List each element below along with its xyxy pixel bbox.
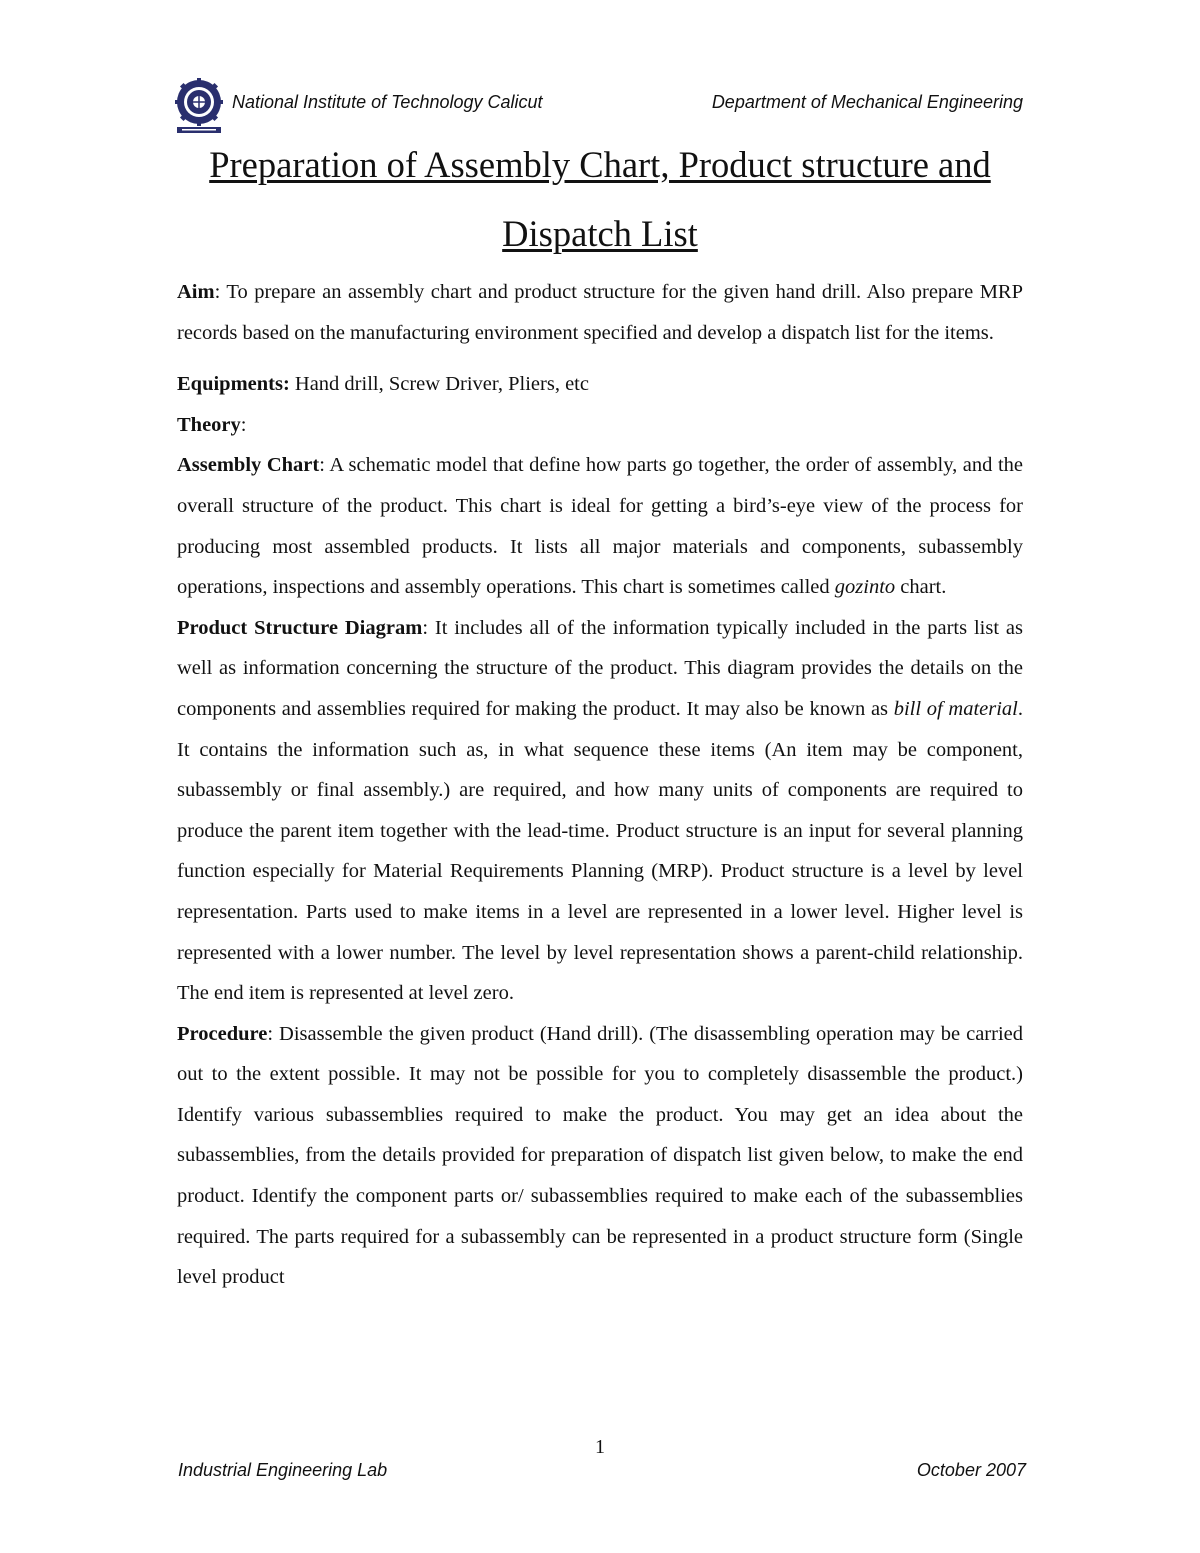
product-structure-text-end: . It contains the information such as, in what sequence these items (An item may be component, subassembly or final assembly.) are required, and how many units of components are required to produce the parent item together with the lead-time. Product structure is an input for several planning function especially for Material Requirements Planning (MRP). Product structure is a level by level representation. Parts used to make items in a level are represented in a lower level. Higher level is represented with a lower number. The level by level representation shows a parent-child relationship. The end item is represented at level zero. [177,697,1023,1005]
aim-text: : To prepare an assembly chart and product structure for the given hand drill. Also prepare MRP records based on the manufacturing environment specified and develop a dispatch list for the items. [177,281,1023,344]
assembly-chart-text-end: chart. [895,576,947,599]
aim-label: Aim [177,281,215,303]
document-title-line-1: Preparation of Assembly Chart, Product structure and [209,144,991,185]
assembly-chart-paragraph [177,445,1023,607]
equipments-paragraph [177,364,1023,405]
footer-date: October 2007 [916,1460,1026,1480]
bill-of-material-term: bill of material [893,697,1018,720]
procedure-paragraph [177,1014,1023,1298]
theory-text: : [240,413,247,436]
assembly-chart-text: : A schematic model that define how parts go together, the order of assembly, and the overall structure of the product. This chart is ideal for getting a bird’s-eye view of the process for producing most assembled products. It lists all major materials and components, subassembly operations, inspections and assembly operations. This chart is sometimes called [177,454,1023,599]
footer-lab-name: Industrial Engineering Lab [178,1460,388,1480]
equipments-text: Hand drill, Screw Driver, Pliers, etc [289,373,589,396]
theory-heading [177,405,1023,446]
product-structure-paragraph [177,608,1023,1014]
assembly-chart-label: Assembly Chart [177,454,320,477]
document-title-line-2: Dispatch List [502,213,698,254]
institute-name: National Institute of Technology Calicut [232,92,543,112]
theory-label: Theory [177,413,241,436]
document-body [177,272,1023,1298]
gozinto-term: gozinto [834,576,896,599]
procedure-label: Procedure [177,1022,268,1045]
product-structure-text: : It includes all of the information typically included in the parts list as well as information concerning the structure of the product. This diagram provides the details on the components and assemblies required for making the product. It may also be known as [177,616,1023,720]
department-name: Department of Mechanical Engineering [711,92,1023,112]
page-header [0,76,1200,136]
equipments-label: Equipments: [177,373,290,396]
page-number: 1 [595,1436,605,1458]
aim-paragraph [177,272,1023,353]
nit-calicut-seal-icon [173,76,225,136]
procedure-text: : Disassemble the given product (Hand drill). (The disassembling operation may be carried out to the extent possible. It may not be possible for you to completely disassemble the product.) Identify various subassemblies required to make the product. You may get an idea about the subassemblies, from the details provided for preparation of dispatch list given below, to make the end product. Identify the component parts or/ subassemblies required to make each of the subassemblies required. The parts required for a subassembly can be represented in a product structure form (Single level product [177,1022,1023,1289]
product-structure-label: Product Structure Diagram [177,616,423,639]
